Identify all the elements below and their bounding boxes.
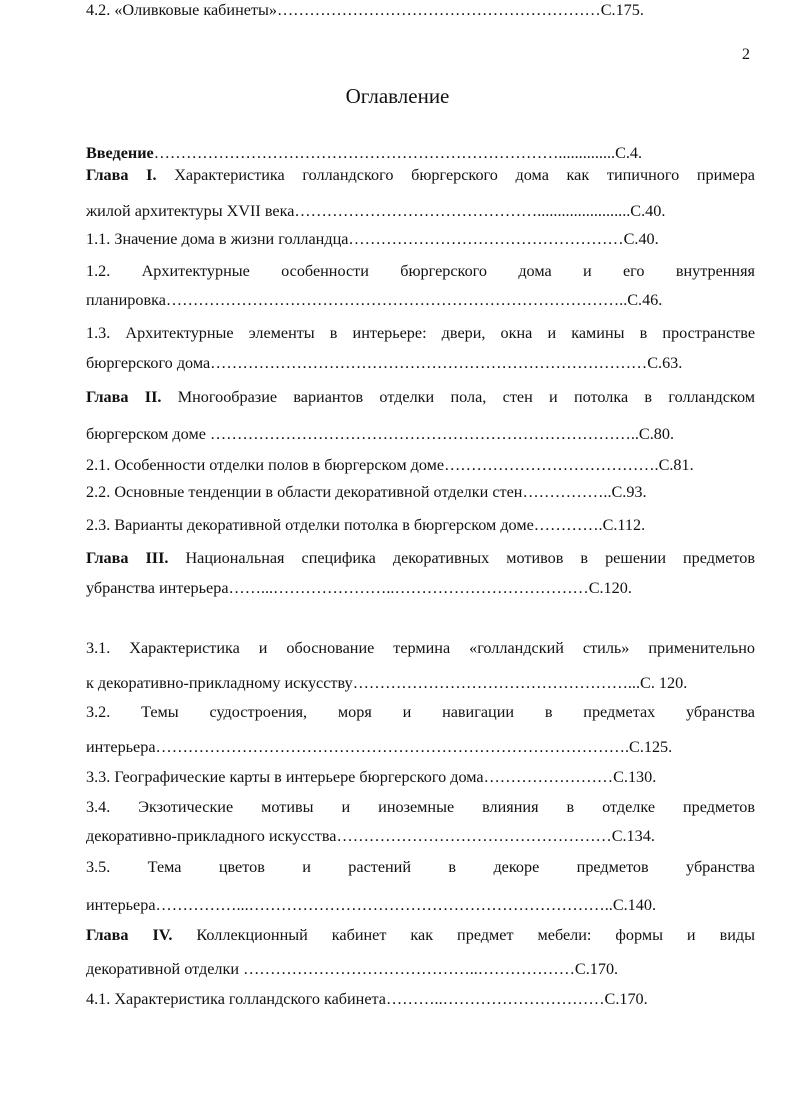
page-ref: С.40.: [630, 202, 666, 220]
entry-text: 2.2. Основные тенденции в области декоративной отделки стен: [86, 483, 523, 501]
leader-dots: ……………………………………………: [348, 230, 624, 248]
toc-line-s34-0: [86, 797, 755, 817]
entry-text: Национальная специфика декоративных мотивов в решении предметов: [168, 549, 755, 567]
entry-text: бюргерском доме: [86, 425, 210, 443]
leader-dots: ……………………………………………...: [352, 674, 641, 692]
page-number: 2: [742, 46, 750, 63]
leader-dots: ………………………………………………………………………: [210, 354, 648, 372]
toc-line-s21-0: [86, 455, 694, 475]
entry-text: Характеристика голландского бюргерского дома как типичного примера: [156, 166, 755, 184]
entry-text: Многообразие вариантов отделки пола, стен и потолка в голландском: [161, 388, 755, 406]
toc-line-intro-0: [86, 143, 642, 163]
entry-text: 2.3. Варианты декоративной отделки потолка в бюргерском доме: [86, 516, 534, 534]
entry-text: 3.4. Экзотические мотивы и иноземные влияния в отделке предметов: [86, 798, 755, 816]
entry-text: 1.1. Значение дома в жизни голландца: [86, 230, 349, 248]
toc-line-s31-0: [86, 638, 755, 658]
leader-dots: ………..…………………………: [385, 990, 605, 1008]
page-title: Оглавление: [345, 84, 450, 108]
heading-label: Глава IV.: [86, 926, 173, 944]
entry-text: Коллекционный кабинет как предмет мебели: формы и виды: [172, 926, 756, 944]
page-ref: С.175.: [600, 1, 644, 19]
page-ref: С.63.: [647, 354, 683, 372]
toc-line-ch1-0: [86, 165, 755, 185]
entry-text: к декоративно-прикладному искусству: [86, 674, 353, 692]
leader-dots: …………………………………………………………………………..: [165, 291, 628, 309]
toc-line-ch2-1: [86, 424, 674, 444]
leader-dots: ……………………………………………………………………..: [209, 425, 639, 443]
toc-line-s35-1: [86, 895, 656, 915]
entry-text: 4.2. «Оливковые кабинеты»: [86, 1, 277, 19]
heading-label: Глава III.: [86, 549, 169, 567]
leader-dots: …………………………………………………………………………….: [155, 738, 630, 756]
toc-line-s22-0: [86, 482, 647, 502]
toc-line-s32-1: [86, 737, 672, 757]
entry-text: 3.5. Тема цветов и растений в декоре предметов убранства: [86, 858, 755, 876]
toc-line-s12-1: [86, 290, 662, 310]
page-ref: С.140.: [612, 896, 657, 914]
page-ref: С.125.: [629, 738, 673, 756]
leader-dots: …………………………………………………………………..............: [153, 144, 616, 162]
toc-line-s35-0: [86, 857, 755, 877]
toc-line-s33-0: [86, 767, 656, 787]
entry-text: 2.1. Особенности отделки полов в бюргерском доме: [86, 456, 445, 474]
page-ref: С. 120.: [640, 674, 688, 692]
page-ref: С.130.: [613, 768, 657, 786]
page-ref: С.93.: [611, 483, 647, 501]
toc-line-s11-0: [86, 229, 659, 249]
toc-line-ch3-0: [86, 548, 755, 568]
toc-line-s13-0: [86, 323, 755, 343]
entry-text: бюргерского дома: [86, 354, 211, 372]
page-ref: С.81.: [658, 456, 694, 474]
leader-dots: ……………..: [522, 483, 612, 501]
entry-text: интерьера: [86, 896, 156, 914]
page-ref: С.120.: [588, 579, 632, 597]
toc-line-s13-1: [86, 353, 682, 373]
entry-text: планировка: [86, 291, 166, 309]
entry-text: 3.1. Характеристика и обоснование термина «голландский стиль» применительно: [86, 639, 755, 657]
leader-dots: ……...…………………..………………………………: [228, 579, 589, 597]
leader-dots: ……………………………………….......................: [294, 202, 631, 220]
entry-text: декоративно-прикладного искусства: [86, 827, 337, 845]
entry-text: декоративной отделки: [86, 960, 244, 978]
toc-line-s41-0: [86, 989, 648, 1009]
toc-line-ch4-0: [86, 925, 755, 945]
toc-line-s42-0: [86, 0, 644, 20]
entry-text: интерьера: [86, 738, 156, 756]
toc-line-s23-0: [86, 515, 645, 535]
leader-dots: ……………………………………………………: [276, 1, 601, 19]
heading-label: Введение: [86, 144, 154, 162]
entry-text: жилой архитектуры XVII века: [86, 202, 295, 220]
page-ref: С.40.: [623, 230, 659, 248]
page-ref: С.46.: [627, 291, 663, 309]
page-ref: С.170.: [574, 960, 619, 978]
leader-dots: ……………………………………………: [336, 827, 612, 845]
leader-dots: ……………...…………………………………………………………..: [155, 896, 613, 914]
page-ref: С.134.: [611, 827, 655, 845]
entry-text: 1.3. Архитектурные элементы в интерьере: двери, окна и камины в пространстве: [86, 324, 755, 342]
entry-text: 3.2. Темы судостроения, моря и навигации в предметах убранства: [86, 703, 755, 721]
entry-text: 3.3. Географические карты в интерьере бюргерского дома: [86, 768, 484, 786]
toc-line-s12-0: [86, 261, 755, 281]
leader-dots: ……………………………………..………………: [243, 960, 575, 978]
leader-dots: ……………………: [483, 768, 614, 786]
leader-dots: ………………………………….: [444, 456, 659, 474]
toc-line-s31-1: [86, 673, 687, 693]
heading-label: Глава I.: [86, 166, 157, 184]
heading-label: Глава II.: [86, 388, 162, 406]
toc-line-ch3-1: [86, 578, 632, 598]
leader-dots: ………….: [533, 516, 603, 534]
page-ref: С.80.: [638, 425, 674, 443]
entry-text: убранства интерьера: [86, 579, 229, 597]
toc-line-ch4-1: [86, 959, 618, 979]
toc-line-s32-0: [86, 702, 755, 722]
toc-line-ch2-0: [86, 387, 755, 407]
entry-text: 1.2. Архитектурные особенности бюргерского дома и его внутренняя: [86, 262, 755, 280]
toc-line-s34-1: [86, 826, 655, 846]
page-ref: С.170.: [604, 990, 648, 1008]
page-ref: С.4.: [615, 144, 643, 162]
page-ref: С.112.: [602, 516, 646, 534]
toc-line-ch1-1: [86, 201, 665, 221]
entry-text: 4.1. Характеристика голландского кабинета: [86, 990, 386, 1008]
